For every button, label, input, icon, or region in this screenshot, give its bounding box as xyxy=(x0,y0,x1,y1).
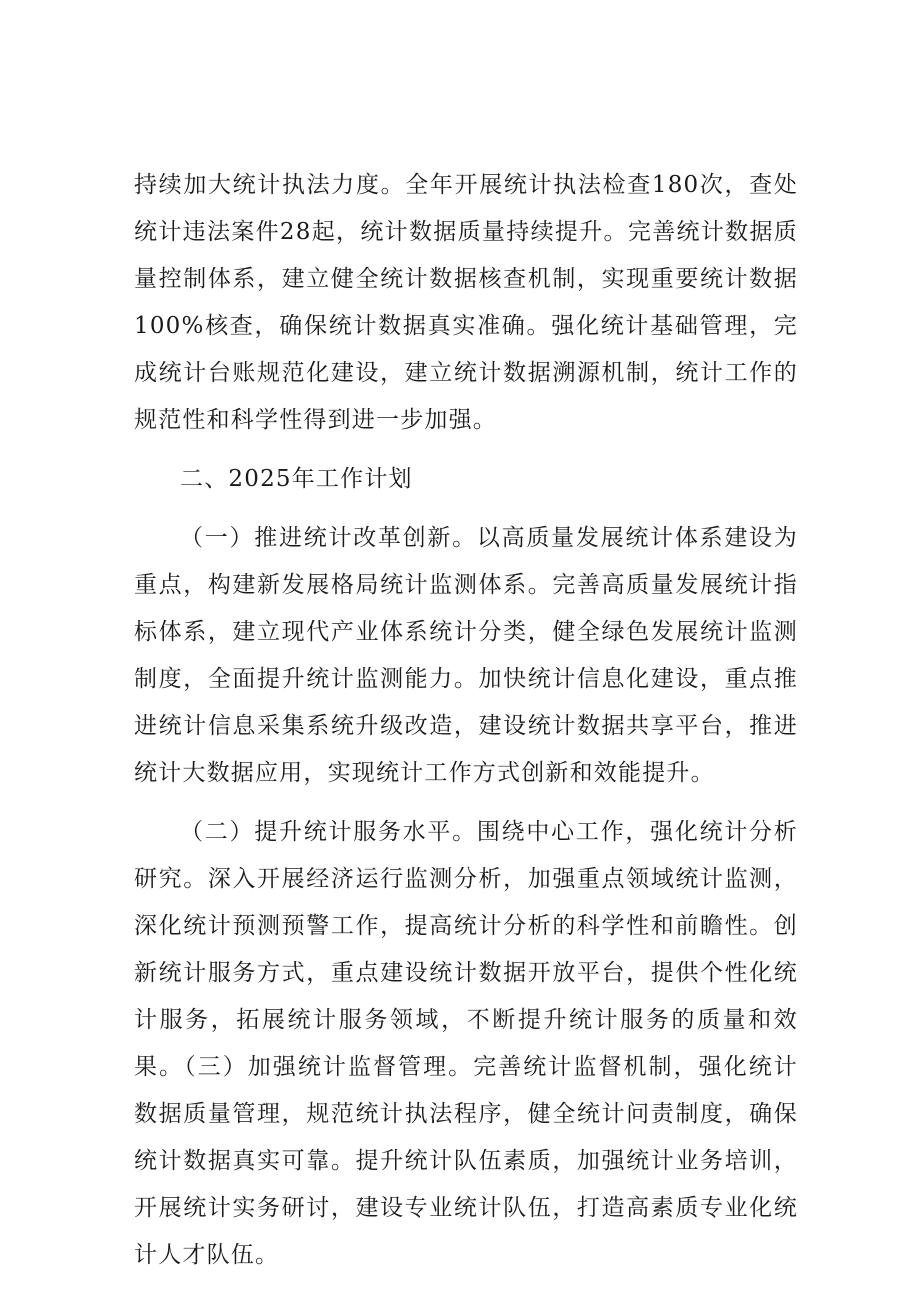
section-heading-2025-plan: 二、2025年工作计划 xyxy=(180,466,413,492)
document-body xyxy=(134,162,798,1279)
paragraph-reform-innovation: （一）推进统计改革创新。以高质量发展统计体系建设为重点，构建新发展格局统计监测体系。完善高质量发展统计指标体系，建立现代产业体系统计分类，健全绿色发展统计监测制度，全面提升统计监测能力。加快统计信息化建设，重点推进统计信息采集系统升级改造，建设统计数据共享平台，推进统计大数据应用，实现统计工作方式创新和效能提升。 xyxy=(134,525,798,786)
paragraph-statistics-enforcement: 持续加大统计执法力度。全年开展统计执法检查180次，查处统计违法案件28起，统计数据质量持续提升。完善统计数据质量控制体系，建立健全统计数据核查机制，实现重要统计数据100%核查，确保统计数据真实准确。强化统计基础管理，完成统计台账规范化建设，建立统计数据溯源机制，统计工作的规范性和科学性得到进一步加强。 xyxy=(134,172,798,433)
paragraph-service-level: （二）提升统计服务水平。围绕中心工作，强化统计分析研究。深入开展经济运行监测分析，加强重点领域统计监测，深化统计预测预警工作，提高统计分析的科学性和前瞻性。创新统计服务方式，重点建设统计数据开放平台，提供个性化统计服务，拓展统计服务领域，不断提升统计服务的质量和效果。（三）加强统计监督管理。完善统计监督机制，强化统计数据质量管理，规范统计执法程序，健全统计问责制度，确保统计数据真实可靠。提升统计队伍素质，加强统计业务培训，开展统计实务研讨，建设专业统计队伍，打造高素质专业化统计人才队伍。 xyxy=(134,819,798,1268)
